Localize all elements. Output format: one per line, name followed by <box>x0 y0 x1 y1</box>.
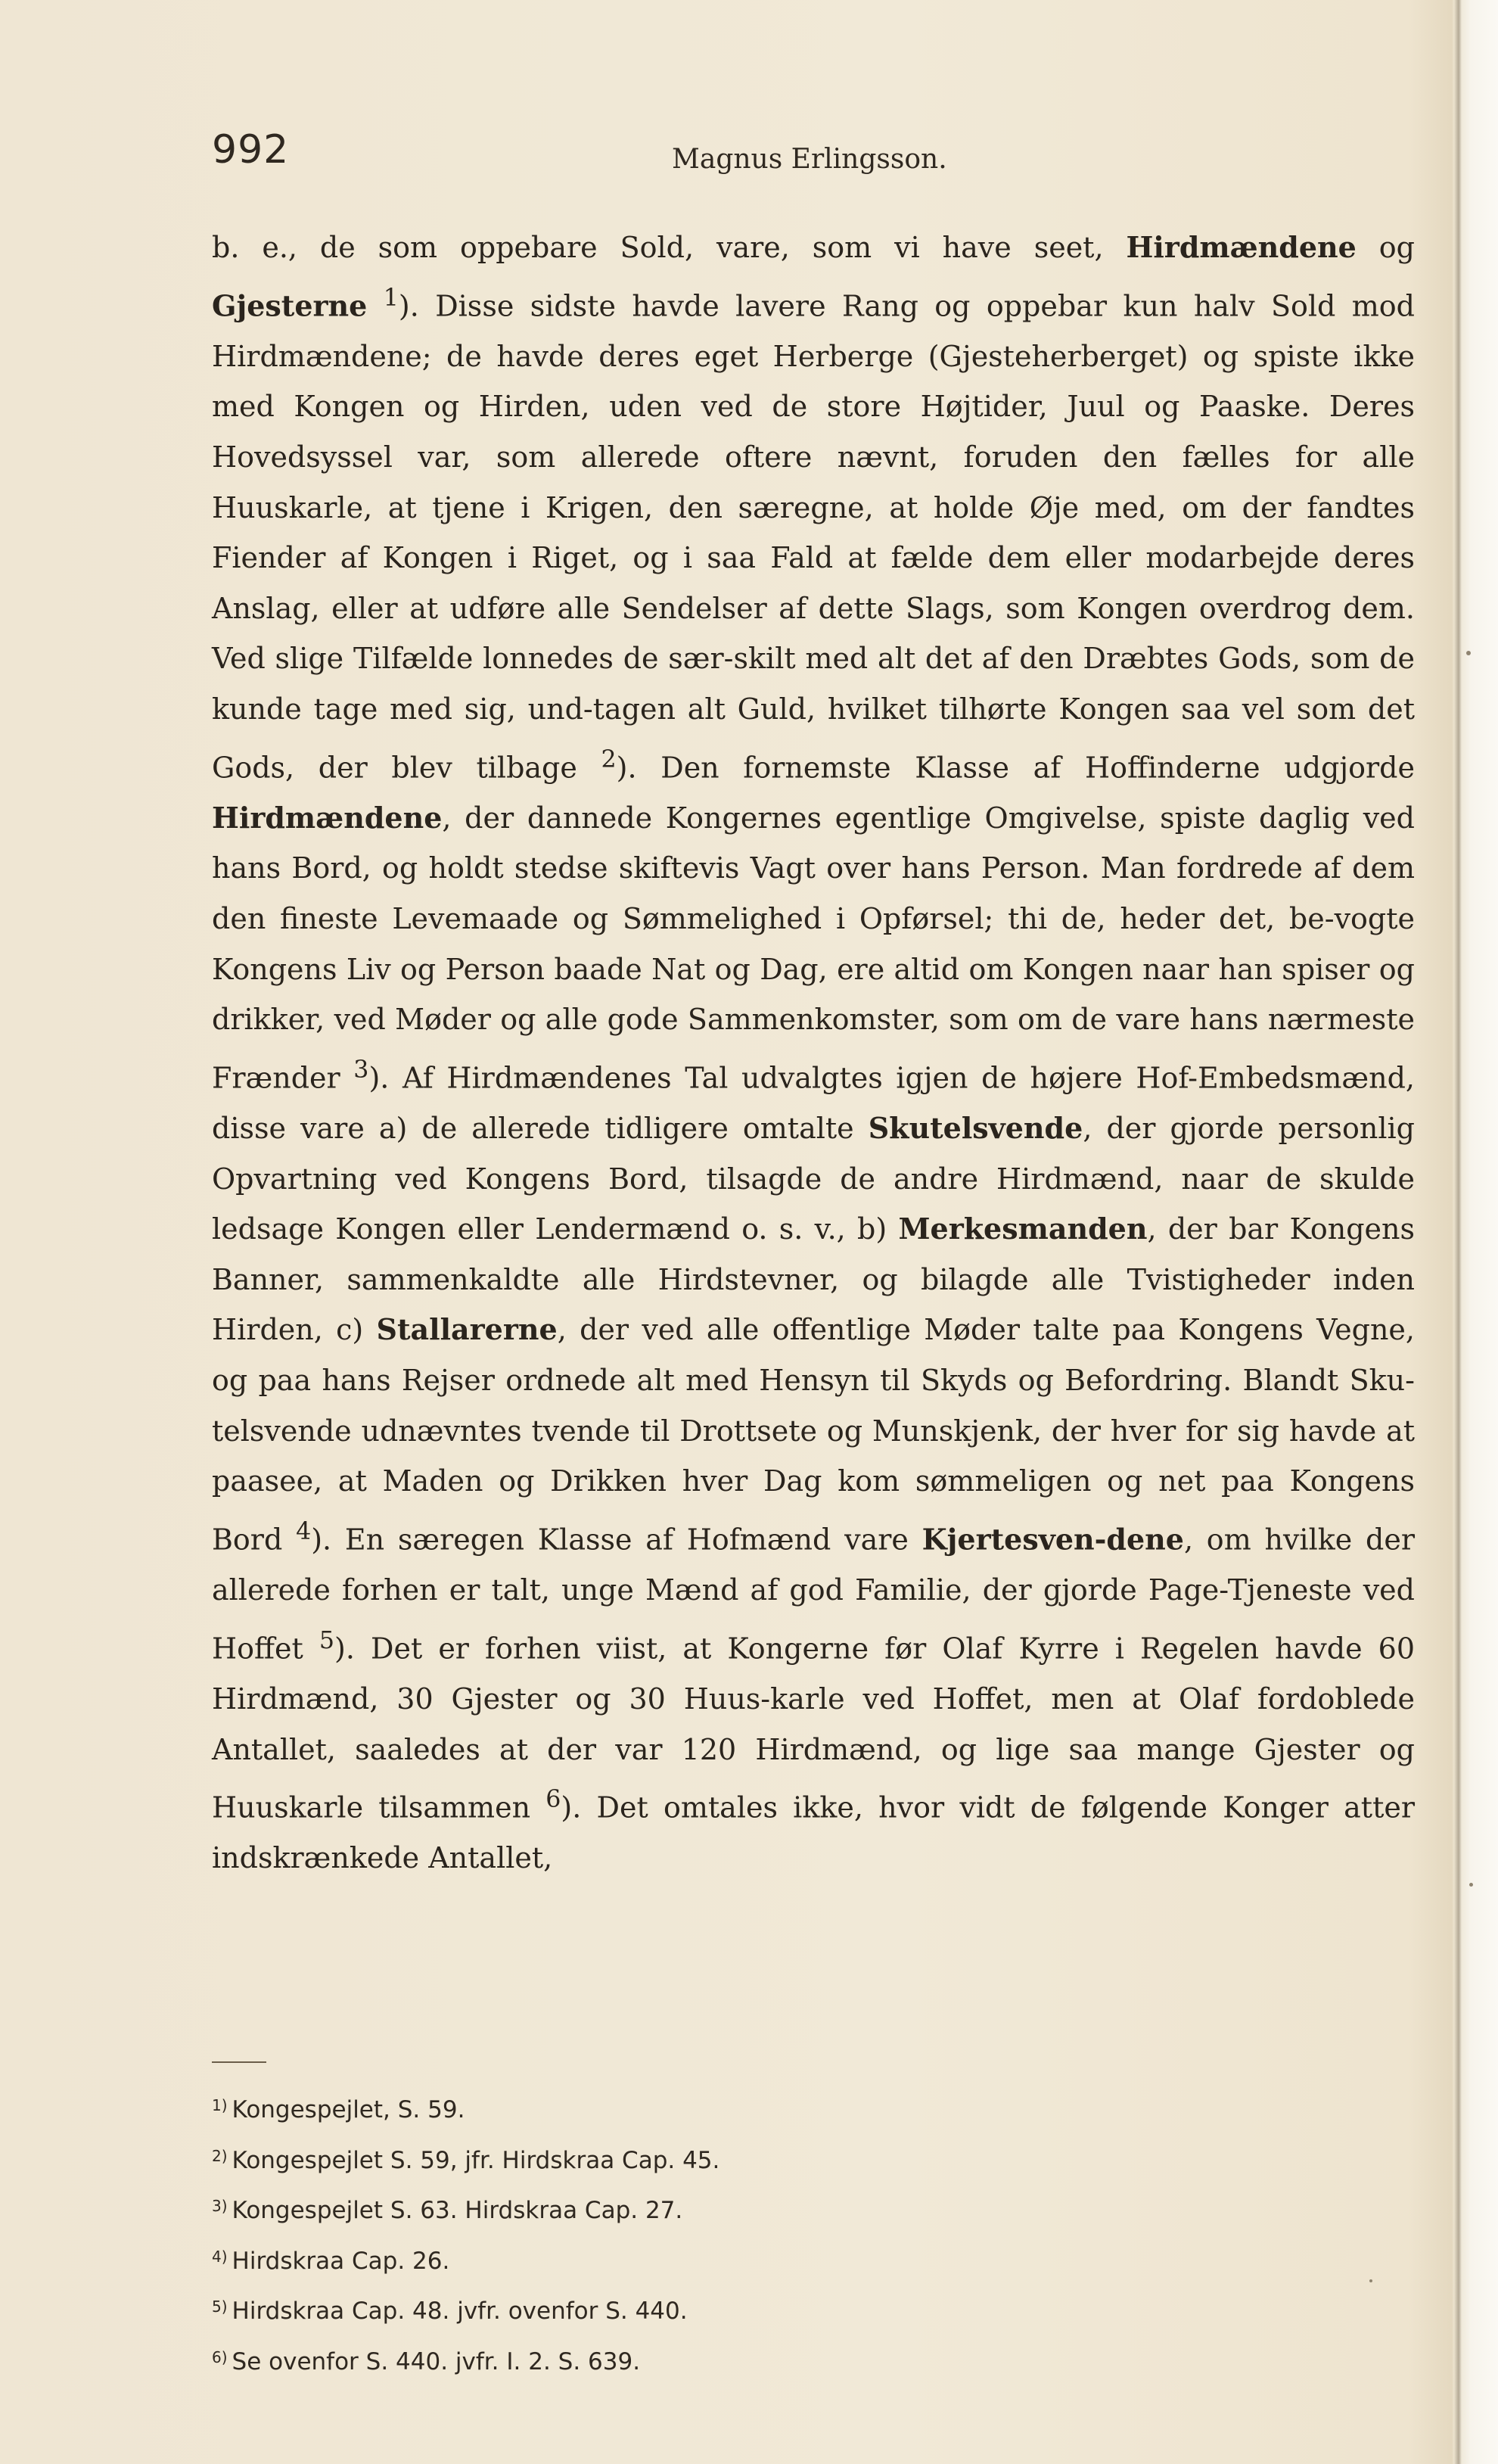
binding-shadow <box>1454 0 1462 2464</box>
running-head: Magnus Erlingsson. <box>672 144 947 175</box>
footnote-separator <box>212 2061 266 2063</box>
footnote-mark: 4) <box>212 2247 228 2266</box>
footnote-text: Kongespejlet, S. 59. <box>232 2096 465 2123</box>
footnote-mark: 1) <box>212 2096 228 2114</box>
footnote-mark: 6) <box>212 2347 228 2366</box>
footnote-list <box>212 2083 1195 2385</box>
footnote-mark: 3) <box>212 2197 228 2215</box>
footnote-text: Kongespejlet S. 59, jfr. Hirdskraa Cap. 45. <box>232 2146 720 2174</box>
page-number: 992 <box>212 127 290 173</box>
footnote-item <box>212 2234 1195 2285</box>
footnote-item <box>212 2083 1195 2133</box>
body-paragraph: b. e., de som oppebare Sold, vare, som vi have seet, Hirdmændene og Gjesterne $^1$). Disse sidste havde lavere Rang og oppebar kun halv Sold mod Hirdmændene; de havde deres eget Herberge (Gjesteherberget) og spiste ikke med Kongen og Hirden, uden ved de store Højtider, Juul og Paaske. Deres Hovedsyssel var, som allerede oftere nævnt, foruden den fælles for alle Huuskarle, at tjene i Krigen, den særegne, at holde Øje med, om der fandtes Fiender af Kongen i Riget, og i saa Fald at fælde dem eller modarbejde deres Anslag, eller at udføre alle Sendelser af dette Slags, som Kongen overdrog dem. Ved slige Tilfælde lonnedes de sær-skilt med alt det af den Dræbtes Gods, som de kunde tage med sig, und-tagen alt Guld, hvilket tilhørte Kongen saa vel som det Gods, der blev tilbage $^2$). Den fornemste Klasse af Hoffinderne udgjorde Hirdmændene, der dannede Kongernes egentlige Omgivelse, spiste daglig ved hans Bord, og holdt stedse skiftevis Vagt over hans Person. Man fordrede af dem den fineste Levemaade og Sømmelighed i Opførsel; thi de, heder det, be-vogte Kongens Liv og Person baade Nat og Dag, ere altid om Kongen naar han spiser og drikker, ved Møder og alle gode Sammenkomster, som om de vare hans nærmeste Frænder $^3$). Af Hirdmændenes Tal udvalgtes igjen de højere Hof-Embedsmænd, disse vare a) de allerede tidligere omtalte Skutelsvende, der gjorde personlig Opvartning ved Kongens Bord, tilsagde de andre Hirdmænd, naar de skulde ledsage Kongen eller Lendermænd o. s. v., b) Merkesmanden, der bar Kongens Banner, sammenkaldte alle Hirdstevner, og bilagde alle Tvistigheder inden Hirden, c) Stallarerne, der ved alle offentlige Møder talte paa Kongens Vegne, og paa hans Rejser ordnede alt med Hensyn til Skyds og Befordring. Blandt Sku-telsvende udnævntes tvende til Drottsete og Munskjenk, der hver for sig havde at paasee, at Maden og Drikken hver Dag kom sømmeligen og net paa Kongens Bord $^4$). En særegen Klasse af Hofmænd vare Kjertesven-dene, om hvilke der allerede forhen er talt, unge Mænd af god Familie, der gjorde Page-Tjeneste ved Hoffet $^5$). Det er forhen viist, at Kongerne før Olaf Kyrre i Regelen havde 60 Hirdmænd, 30 Gjester og 30 Huus-karle ved Hoffet, men at Olaf fordoblede Antallet, saaledes at der var 120 Hirdmænd, og lige saa mange Gjester og Huuskarle tilsammen $^6$). Det omtales ikke, hvor vidt de følgende Konger atter indskrænkede Antallet, <box>212 230 1416 1875</box>
footnote-text: Hirdskraa Cap. 26. <box>232 2247 450 2275</box>
footnote-mark: 5) <box>212 2298 228 2316</box>
footnote-mark: 2) <box>212 2146 228 2165</box>
footnote-item <box>212 2335 1195 2385</box>
footnote-item <box>212 2133 1195 2184</box>
footnote-item <box>212 2284 1195 2335</box>
footnote-text: Kongespejlet S. 63. Hirdskraa Cap. 27. <box>232 2197 683 2224</box>
footnote-text: Hirdskraa Cap. 48. jvfr. ovenfor S. 440. <box>232 2298 688 2325</box>
footnote-text: Se ovenfor S. 440. jvfr. I. 2. S. 639. <box>232 2347 641 2375</box>
footnote-item <box>212 2183 1195 2234</box>
